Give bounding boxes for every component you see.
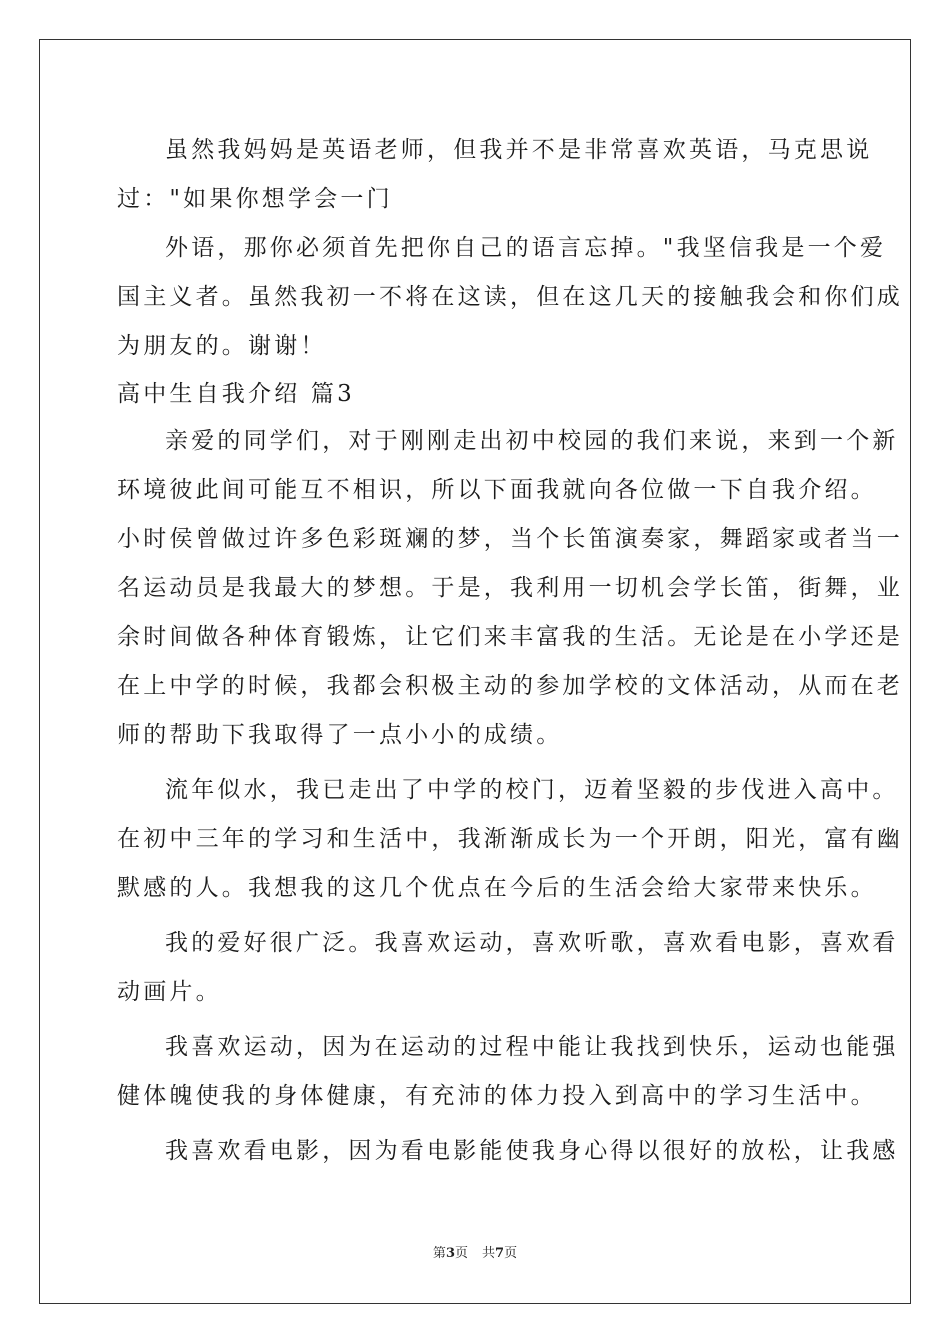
text-line: 默感的人。我想我的这几个优点在今后的生活会给大家带来快乐。 xyxy=(117,875,877,901)
page-suffix: 页 xyxy=(454,1246,468,1261)
text-line: 我喜欢运动，因为在运动的过程中能让我找到快乐，运动也能强 xyxy=(165,1034,899,1060)
page-footer xyxy=(0,1242,950,1261)
text-line: 在上中学的时候，我都会积极主动的参加学校的文体活动，从而在老 xyxy=(117,673,903,699)
text-line: 流年似水，我已走出了中学的校门，迈着坚毅的步伐进入高中。 xyxy=(165,777,899,803)
text-line: 虽然我妈妈是英语老师，但我并不是非常喜欢英语，马克思说 xyxy=(165,137,873,163)
total-pages: 7 xyxy=(495,1246,505,1261)
text-line: 在初中三年的学习和生活中，我渐渐成长为一个开朗，阳光，富有幽 xyxy=(117,826,903,852)
text-line: 师的帮助下我取得了一点小小的成绩。 xyxy=(117,722,563,748)
total-suffix: 页 xyxy=(504,1246,518,1261)
section-heading: 高中生自我介绍 篇3 xyxy=(117,381,355,407)
text-line: 我的爱好很广泛。我喜欢运动，喜欢听歌，喜欢看电影，喜欢看 xyxy=(165,930,899,956)
text-line: 为朋友的。谢谢！ xyxy=(117,333,327,359)
text-line: 过："如果你想学会一门 xyxy=(117,186,393,212)
text-line: 我喜欢看电影，因为看电影能使我身心得以很好的放松，让我感 xyxy=(165,1138,899,1164)
page-number: 3 xyxy=(445,1246,455,1261)
text-line: 动画片。 xyxy=(117,979,222,1005)
text-line: 小时侯曾做过许多色彩斑斓的梦，当个长笛演奏家，舞蹈家或者当一 xyxy=(117,526,903,552)
text-line: 健体魄使我的身体健康，有充沛的体力投入到高中的学习生活中。 xyxy=(117,1083,877,1109)
text-line: 外语，那你必须首先把你自己的语言忘掉。"我坚信我是一个爱 xyxy=(165,235,887,261)
total-prefix: 共 xyxy=(482,1246,496,1261)
text-line: 亲爱的同学们，对于刚刚走出初中校园的我们来说，来到一个新 xyxy=(165,428,899,454)
text-line: 余时间做各种体育锻炼，让它们来丰富我的生活。无论是在小学还是 xyxy=(117,624,903,650)
document-body xyxy=(117,126,903,1176)
text-line: 环境彼此间可能互不相识，所以下面我就向各位做一下自我介绍。 xyxy=(117,477,877,503)
page-prefix: 第 xyxy=(432,1246,446,1261)
text-line: 国主义者。虽然我初一不将在这读，但在这几天的接触我会和你们成 xyxy=(117,284,903,310)
text-line: 名运动员是我最大的梦想。于是，我利用一切机会学长笛，街舞，业 xyxy=(117,575,903,601)
